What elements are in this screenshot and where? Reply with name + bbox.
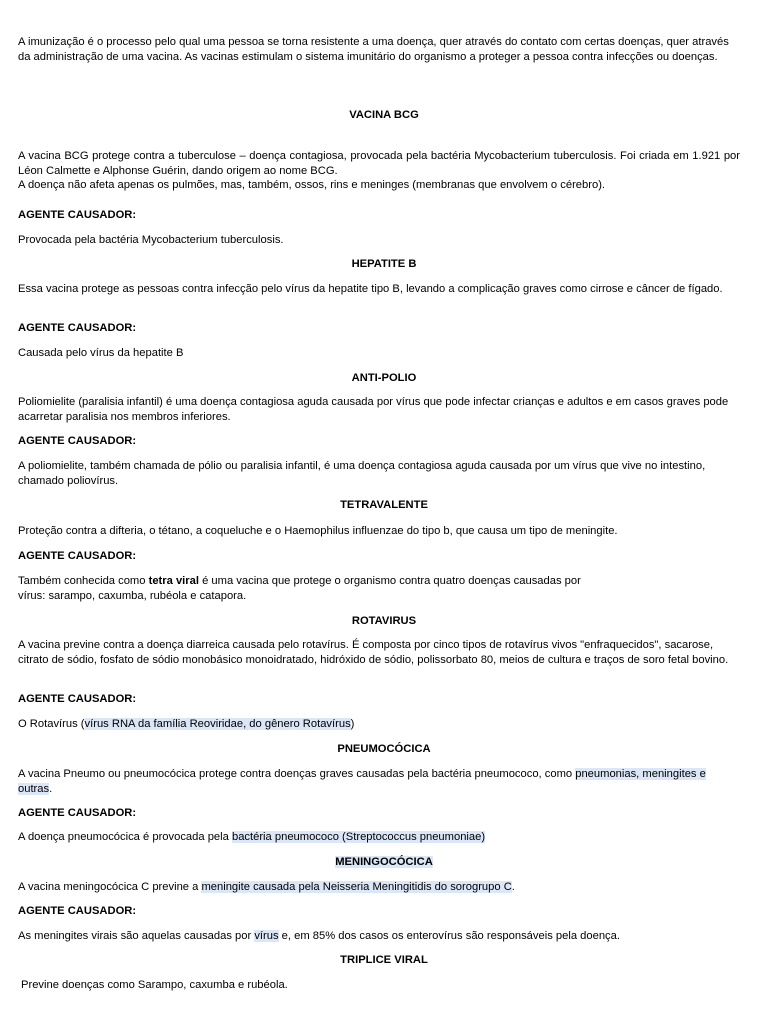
tetravalente-agent-text <box>18 574 740 604</box>
anti-polio-agent-label: AGENTE CAUSADOR: <box>18 435 137 447</box>
heading-meningococica <box>0 855 768 870</box>
rotavirus-agent-label: AGENTE CAUSADOR: <box>18 693 137 705</box>
bcg-agent-label: AGENTE CAUSADOR: <box>18 209 137 221</box>
rotavirus-description: A vacina previne contra a doença diarreica causada pelo rotavírus. É composta por cinco tipos de rotavírus vivos "enfraquecidos", sacarose, citrato de sódio, fosfato de sódio monobásico monoidratado, hidróxido de sódio, polissorbato 80, meios de cultura e traços de soro fetal bovino. <box>18 639 729 666</box>
rotavirus-agent-part-b: ) <box>350 718 355 730</box>
meningococica-agent-part-a: As meningites virais são aquelas causadas por <box>18 930 255 942</box>
virus-highlight: vírus <box>254 930 279 942</box>
pneumococica-agent-label: AGENTE CAUSADOR: <box>18 807 137 819</box>
heading-bcg: VACINA BCG <box>349 109 419 121</box>
tetra-viral-term: tetra viral <box>148 575 199 587</box>
tetravalente-agent-part-c: vírus: sarampo, caxumba, rubéola e catapora. <box>18 590 247 602</box>
bcg-description-2: A doença não afeta apenas os pulmões, mas, também, ossos, rins e meninges (membranas que envolvem o cérebro). <box>18 179 606 191</box>
meningococica-description <box>18 880 740 895</box>
intro-paragraph: A imunização é o processo pelo qual uma pessoa se torna resistente a uma doença, quer através do contato com certas doenças, quer através da administração de uma vacina. As vacinas estimulam o sistema imunitário do organismo a proteger a pessoa contra infecções ou doenças. <box>18 36 729 63</box>
heading-tetravalente: TETRAVALENTE <box>340 499 428 511</box>
rotavirus-agent-part-a: O Rotavírus ( <box>18 718 85 730</box>
meningococica-agent-text <box>18 929 740 944</box>
pneumococica-desc-highlight: pneumonias, meningites e outras <box>18 768 706 795</box>
bcg-agent-text: Provocada pela bactéria Mycobacterium tuberculosis. <box>18 234 284 246</box>
meningococica-desc-highlight: meningite causada pela Neisseria Meningitidis do sorogrupo C <box>201 881 512 893</box>
pneumococica-description <box>18 767 740 797</box>
bcg-description: A vacina BCG protege contra a tuberculose – doença contagiosa, provocada pela bactéria Mycobacterium tuberculosis. Foi criada em 1.921 por Léon Calmette e Alphonse Guérin, dando origem ao nome BCG. <box>18 150 740 177</box>
heading-rotavirus: ROTAVIRUS <box>351 615 417 627</box>
anti-polio-agent-text: A poliomielite, também chamada de pólio ou paralisia infantil, é uma doença contagiosa aguda causada por um vírus que vive no intestino, chamado poliovírus. <box>18 460 706 487</box>
pneumococica-agent-text <box>18 830 740 845</box>
heading-anti-polio: ANTI-POLIO <box>351 372 417 384</box>
meningococica-desc-part-b: . <box>511 881 515 893</box>
heading-triplice-viral: TRIPLICE VIRAL <box>340 954 428 966</box>
hepatite-b-description: Essa vacina protege as pessoas contra infecção pelo vírus da hepatite tipo B, levando a complicação graves como cirrose e câncer de fígado. <box>18 283 723 295</box>
heading-hepatite-b: HEPATITE B <box>351 258 417 270</box>
tetravalente-agent-part-b: é uma vacina que protege o organismo contra quatro doenças causadas por <box>198 575 581 587</box>
pneumococica-agent-part-a: A doença pneumocócica é provocada pela <box>18 831 232 843</box>
pneumococica-desc-part-b: . <box>49 783 53 795</box>
pneumococica-desc-part-a: A vacina Pneumo ou pneumocócica protege contra doenças graves causadas pela bactéria pneumococo, como <box>18 768 576 780</box>
rotavirus-highlight: vírus RNA da família Reoviridae, do gênero Rotavírus <box>84 718 351 730</box>
tetravalente-agent-label: AGENTE CAUSADOR: <box>18 550 137 562</box>
tetravalente-agent-part-a: Também conhecida como <box>18 575 149 587</box>
meningococica-title: MENINGOCÓCICA <box>335 856 433 868</box>
rotavirus-agent-text <box>18 717 740 732</box>
meningococica-desc-part-a: A vacina meningocócica C previne a <box>18 881 202 893</box>
tetravalente-description: Proteção contra a difteria, o tétano, a coqueluche e o Haemophilus influenzae do tipo b, que causa um tipo de meningite. <box>18 525 618 537</box>
hepatite-b-agent-label: AGENTE CAUSADOR: <box>18 322 137 334</box>
meningococica-agent-label: AGENTE CAUSADOR: <box>18 905 137 917</box>
anti-polio-description: Poliomielite (paralisia infantil) é uma doença contagiosa aguda causada por vírus que pode infectar crianças e adultos e em casos graves pode acarretar paralisia nos membros inferiores. <box>18 396 729 423</box>
triplice-viral-description: Previne doenças como Sarampo, caxumba e rubéola. <box>21 979 288 991</box>
meningococica-agent-part-b: e, em 85% dos casos os enterovírus são responsáveis pela doença. <box>278 930 620 942</box>
hepatite-b-agent-text: Causada pelo vírus da hepatite B <box>18 347 184 359</box>
heading-pneumococica: PNEUMOCÓCICA <box>337 743 431 755</box>
pneumococica-agent-highlight: bactéria pneumococo (Streptococcus pneumoniae) <box>231 831 486 843</box>
